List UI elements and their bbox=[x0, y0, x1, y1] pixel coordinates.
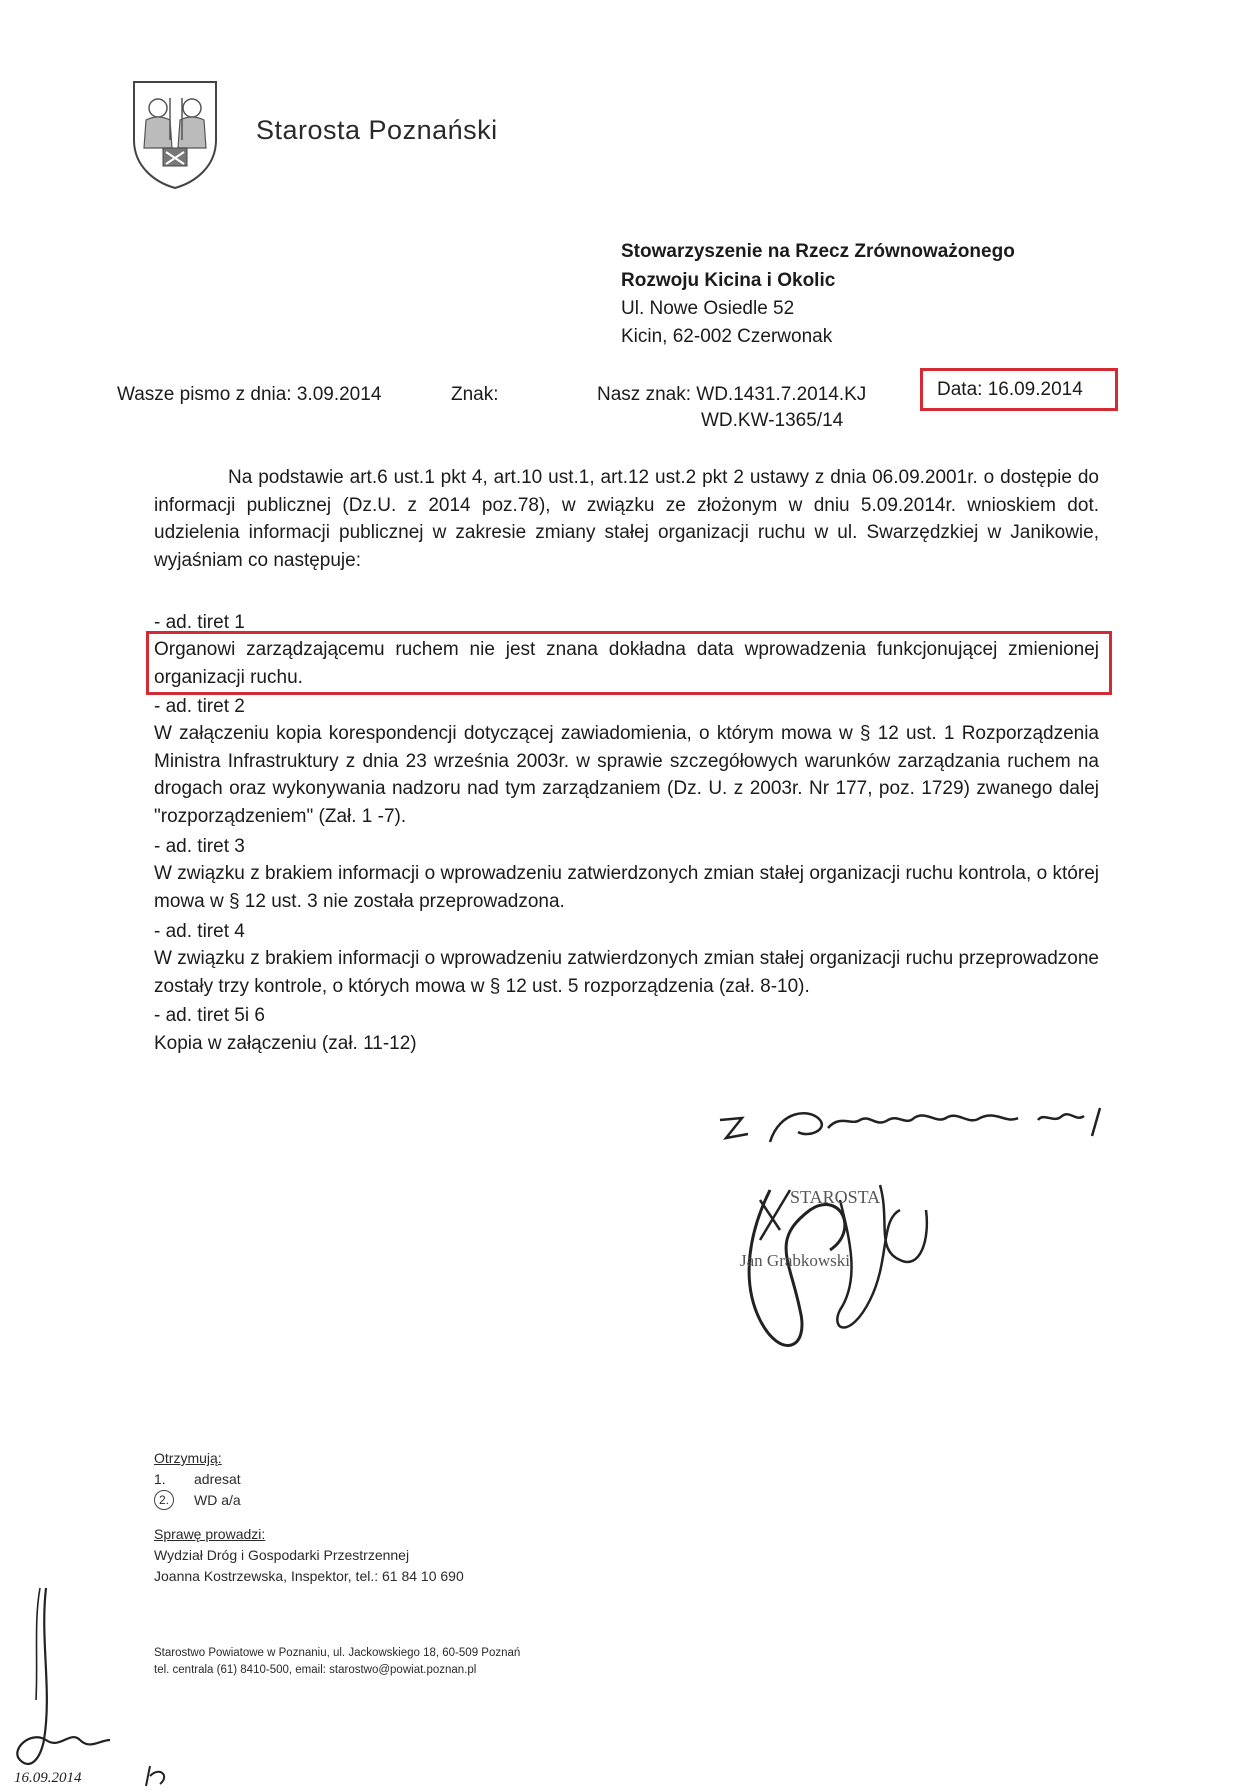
item2-text: W załączeniu kopia korespondencji dotyczącej zawiadomienia, o którym mowa w § 12 ust. 1 Rozporządzenia Ministra Infrastruktury z dnia 23 września 2003r. w sprawie szczegółowych warunków zarządzania ruchem na drogach oraz wykonywania nadzoru nad tym zarządzaniem (Dz. U. z 2003r. Nr 177, poz. 1729) zwanego dalej "rozporządzeniem" (Zał. 1 -7). bbox=[154, 723, 1099, 827]
item5-text: Kopia w załączeniu (zał. 11-12) bbox=[154, 1033, 417, 1054]
organization-name: Starosta Poznański bbox=[256, 115, 498, 145]
item3-label: - ad. tiret 3 bbox=[154, 836, 245, 857]
item5-label: - ad. tiret 5i 6 bbox=[154, 1005, 265, 1026]
coat-of-arms-icon bbox=[130, 78, 220, 190]
our-reference-2: WD.KW-1365/14 bbox=[701, 410, 844, 431]
our-reference: Nasz znak: WD.1431.7.2014.KJ bbox=[597, 384, 867, 405]
your-letter-date: Wasze pismo z dnia: 3.09.2014 bbox=[117, 384, 382, 405]
margin-handwriting bbox=[0, 1580, 180, 1792]
recipient-item-2-num: 2. bbox=[154, 1490, 174, 1510]
item4-label: - ad. tiret 4 bbox=[154, 921, 245, 942]
item1-text: Organowi zarządzającemu ruchem nie jest znana dokładna data wprowadzenia funkcjonującej zmienionej organizacji ruchu. bbox=[154, 639, 1099, 688]
recipient-name-line2: Rozwoju Kicina i Okolic bbox=[621, 270, 836, 291]
handled-by-line1: Wydział Dróg i Gospodarki Przestrzennej bbox=[154, 1547, 410, 1563]
item2-label: - ad. tiret 2 bbox=[154, 696, 245, 717]
svg-text:Jan Grabkowski: Jan Grabkowski bbox=[740, 1251, 851, 1270]
recipients-heading: Otrzymują: bbox=[154, 1450, 222, 1466]
footer-line1: Starostwo Powiatowe w Poznaniu, ul. Jackowskiego 18, 60-509 Poznań bbox=[154, 1647, 521, 1659]
item4-text: W związku z brakiem informacji o wprowadzeniu zatwierdzonych zmian stałej organizacji ruchu przeprowadzone zostały trzy kontrole, o których mowa w § 12 ust. 5 rozporządzenia (zał. 8-10). bbox=[154, 948, 1099, 997]
recipient-item-1-label: adresat bbox=[194, 1471, 241, 1487]
reference-sign-label: Znak: bbox=[451, 384, 499, 405]
recipient-city: Kicin, 62-002 Czerwonak bbox=[621, 326, 833, 347]
item3-text: W związku z brakiem informacji o wprowadzeniu zatwierdzonych zmian stałej organizacji ruchu kontrola, o której mowa w § 12 ust. 3 nie została przeprowadzona. bbox=[154, 863, 1099, 912]
recipient-item-2-label: WD a/a bbox=[194, 1492, 241, 1508]
letter-date: Data: 16.09.2014 bbox=[920, 368, 1118, 411]
svg-text:STAROSTA: STAROSTA bbox=[790, 1187, 881, 1207]
handwritten-signature bbox=[700, 1090, 1160, 1380]
item1-label: - ad. tiret 1 bbox=[154, 612, 245, 633]
handled-by-heading: Sprawę prowadzi: bbox=[154, 1526, 266, 1542]
handled-by-line2: Joanna Kostrzewska, Inspektor, tel.: 61 84 10 690 bbox=[154, 1568, 464, 1584]
recipient-street: Ul. Nowe Osiedle 52 bbox=[621, 298, 795, 319]
recipient-name-line1: Stowarzyszenie na Rzecz Zrównoważonego bbox=[621, 241, 1015, 262]
footer-line2: tel. centrala (61) 8410-500, email: starostwo@powiat.poznan.pl bbox=[154, 1664, 477, 1676]
intro-paragraph: Na podstawie art.6 ust.1 pkt 4, art.10 ust.1, art.12 ust.2 pkt 2 ustawy z dnia 06.09.2001r. o dostępie do informacji publicznej (Dz.U. z 2014 poz.78), w związku ze złożonym w dniu 5.09.2014r. wnioskiem dot. udzielenia informacji publicznej w zakresie zmiany stałej organizacji ruchu w ul. Swarzędzkiej w Janikowie, wyjaśniam co następuje: bbox=[154, 467, 1099, 571]
margin-note-date: 16.09.2014 bbox=[14, 1770, 82, 1786]
recipient-item-1-num: 1. bbox=[154, 1471, 166, 1487]
